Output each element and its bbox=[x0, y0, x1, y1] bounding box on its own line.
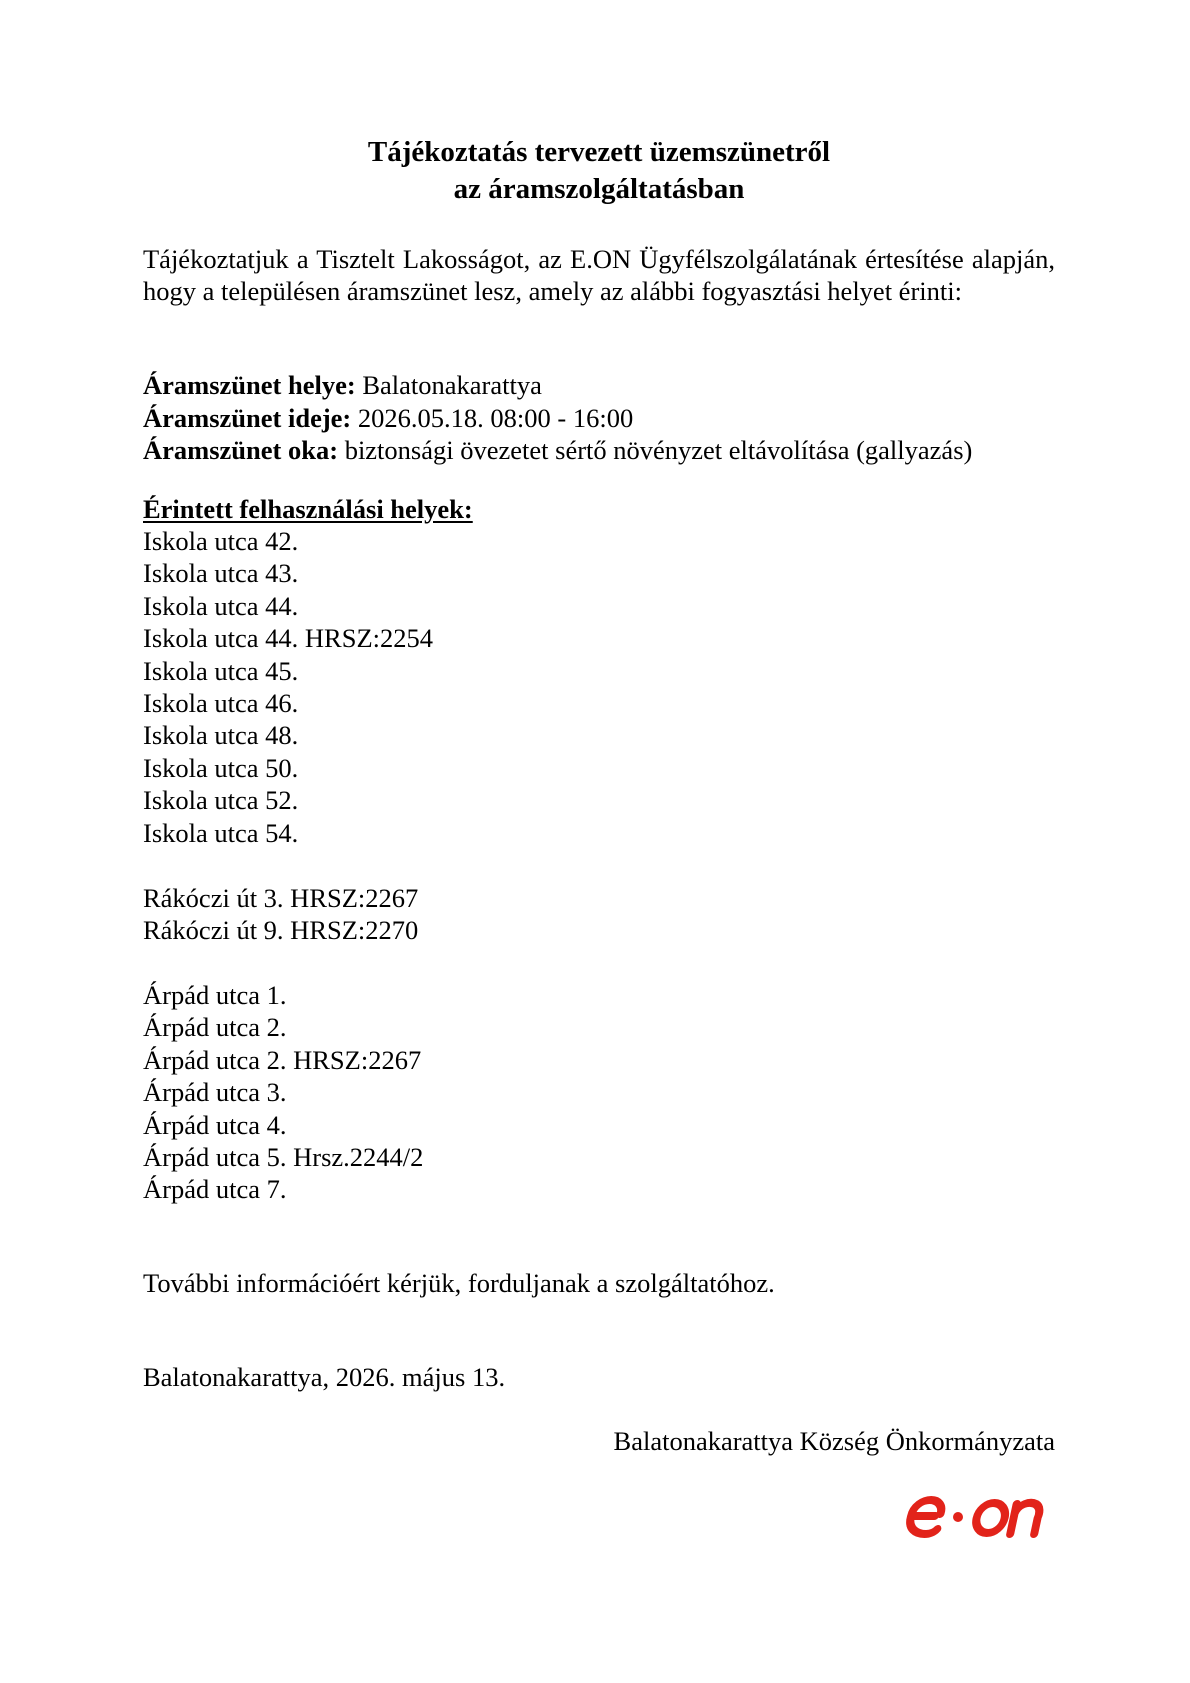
address-item: Iskola utca 45. bbox=[143, 655, 299, 686]
outage-time-row bbox=[143, 402, 1055, 435]
outage-place-row bbox=[143, 369, 1055, 402]
address-item: Iskola utca 54. bbox=[143, 817, 299, 848]
address-item: Árpád utca 1. bbox=[143, 980, 287, 1010]
more-info-text: További információért kérjük, forduljanak a szolgáltatóhoz. bbox=[143, 1268, 775, 1298]
outage-place-label: Áramszünet helye: bbox=[143, 370, 356, 400]
address-item: Iskola utca 52. bbox=[143, 785, 299, 816]
title-line-1: Tájékoztatás tervezett üzemszünetről bbox=[367, 136, 831, 168]
affected-list-iskola bbox=[143, 525, 433, 849]
address-item: Iskola utca 46. bbox=[143, 688, 299, 719]
address-item: Rákóczi út 9. HRSZ:2270 bbox=[143, 915, 419, 946]
signature: Balatonakarattya Község Önkormányzata bbox=[613, 1426, 1055, 1456]
address-item: Iskola utca 48. bbox=[143, 720, 299, 751]
notice-page bbox=[143, 0, 1055, 1683]
address-item: Árpád utca 2. HRSZ:2267 bbox=[143, 1044, 422, 1075]
affected-heading: Érintett felhasználási helyek: bbox=[143, 494, 473, 524]
address-item: Árpád utca 3. bbox=[143, 1077, 287, 1108]
page-title bbox=[143, 134, 1055, 208]
address-item: Iskola utca 42. bbox=[143, 526, 299, 556]
intro-paragraph: Tájékoztatjuk a Tisztelt Lakosságot, az E.ON Ügyfélszolgálatának értesítése alapján, hogy a településen áramszünet lesz, amely az alábbi fogyasztási helyet érinti: bbox=[143, 244, 1055, 306]
outage-reason-label: Áramszünet oka: bbox=[143, 435, 339, 465]
address-item: Iskola utca 43. bbox=[143, 558, 299, 589]
outage-details bbox=[143, 369, 1055, 467]
outage-reason-value: biztonsági övezetet sértő növényzet eltávolítása (gallyazás) bbox=[338, 435, 973, 465]
eon-logo bbox=[905, 1488, 1055, 1544]
address-item: Iskola utca 50. bbox=[143, 752, 299, 783]
outage-place-value: Balatonakarattya bbox=[355, 370, 542, 400]
address-item: Rákóczi út 3. HRSZ:2267 bbox=[143, 883, 419, 913]
address-item: Árpád utca 2. bbox=[143, 1012, 287, 1043]
address-item: Iskola utca 44. HRSZ:2254 bbox=[143, 623, 433, 654]
place-and-date: Balatonakarattya, 2026. május 13. bbox=[143, 1362, 506, 1392]
address-item: Iskola utca 44. bbox=[143, 590, 299, 621]
affected-list-arpad bbox=[143, 979, 423, 1206]
title-line-2: az áramszolgáltatásban bbox=[453, 173, 745, 205]
outage-reason-row bbox=[143, 434, 1055, 467]
affected-list-rakoczi bbox=[143, 882, 418, 947]
address-item: Árpád utca 7. bbox=[143, 1174, 287, 1205]
address-item: Árpád utca 5. Hrsz.2244/2 bbox=[143, 1142, 424, 1173]
address-item: Árpád utca 4. bbox=[143, 1109, 287, 1140]
outage-time-label: Áramszünet ideje: bbox=[143, 402, 352, 433]
outage-time-value: 2026.05.18. 08:00 - 16:00 bbox=[351, 402, 634, 433]
